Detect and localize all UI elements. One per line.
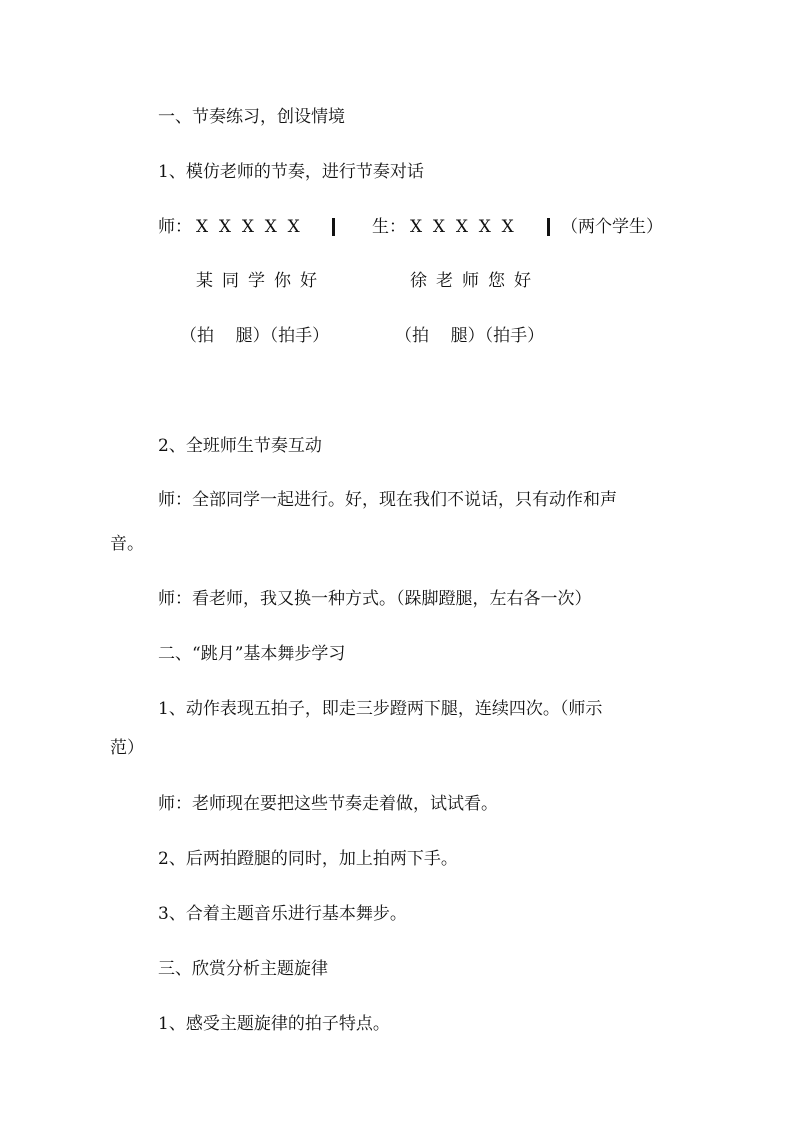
rhythm-notation-row: [158, 216, 678, 240]
item-1-1: 1、模仿老师的节奏，进行节奏对话: [158, 162, 424, 182]
student-label: 生：: [372, 217, 406, 237]
item-3-1: 1、感受主题旋律的拍子特点。: [158, 1014, 390, 1034]
teacher-actions: （拍 腿）（拍手）: [180, 326, 330, 346]
section-heading-1: 一、节奏练习，创设情境: [158, 107, 345, 127]
teacher-barline: [332, 218, 335, 236]
teacher-lyrics: 某同学你好: [196, 271, 326, 291]
student-actions: （拍 腿）（拍手）: [395, 326, 545, 346]
paragraph-3: 师：老师现在要把这些节奏走着做，试试看。: [158, 794, 498, 814]
section-heading-2: 二、“跳月”基本舞步学习: [158, 644, 346, 664]
section-heading-3: 三、欣赏分析主题旋律: [158, 959, 328, 979]
item-2-2: 2、后两拍蹬腿的同时，加上拍两下手。: [158, 849, 458, 869]
item-2-1-line-2: 范）: [110, 738, 144, 758]
student-lyrics: 徐老师您好: [410, 271, 540, 291]
teacher-label: 师：: [158, 217, 192, 237]
paragraph-1-line-1: 师：全部同学一起进行。好，现在我们不说话，只有动作和声: [158, 490, 617, 510]
student-rhythm-notes: X X X X X: [410, 217, 514, 237]
student-barline: [547, 218, 550, 236]
item-1-2: 2、全班师生节奏互动: [158, 436, 322, 456]
item-2-3: 3、合着主题音乐进行基本舞步。: [158, 904, 407, 924]
paragraph-1-line-2: 音。: [110, 534, 144, 554]
teacher-rhythm-notes: X X X X X: [196, 217, 300, 237]
item-2-1-line-1: 1、动作表现五拍子，即走三步蹬两下腿，连续四次。（师示: [158, 699, 603, 719]
paragraph-2: 师：看老师，我又换一种方式。（跺脚蹬腿，左右各一次）: [158, 589, 592, 609]
rhythm-note: （两个学生）: [561, 217, 663, 237]
